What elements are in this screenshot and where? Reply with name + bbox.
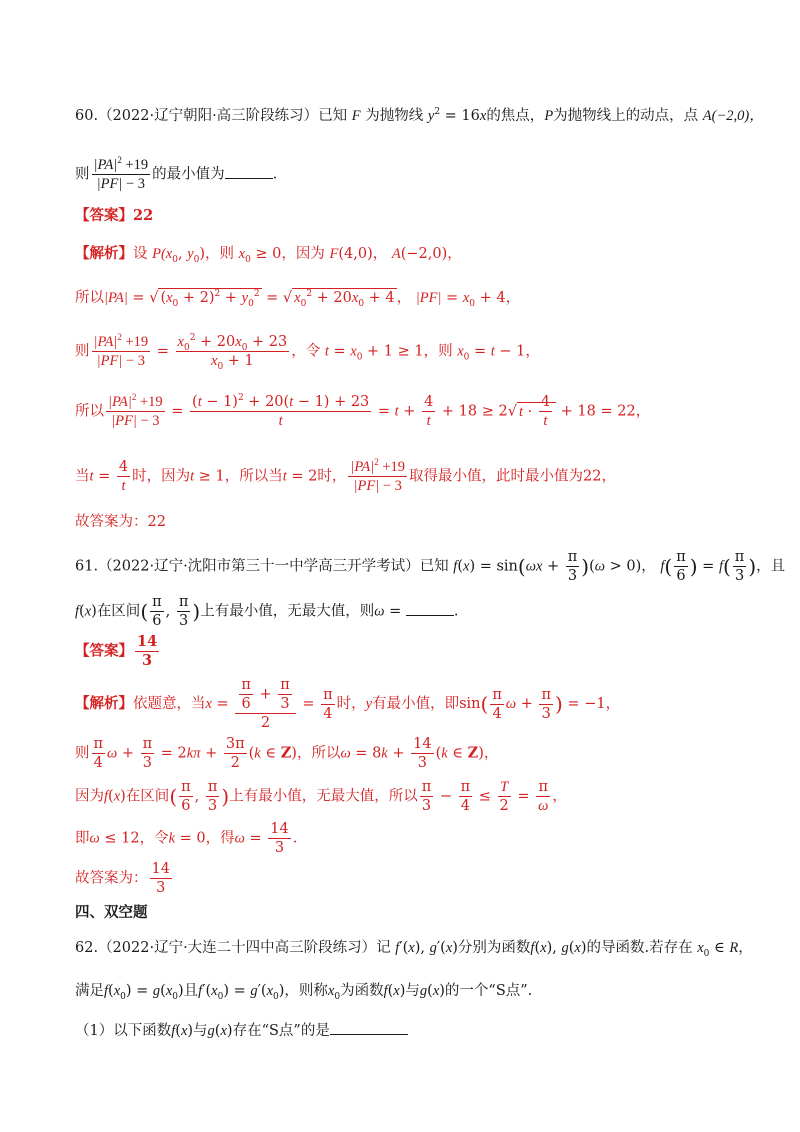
answer-value: 22 <box>133 207 154 224</box>
analysis-label: 【解析】 <box>75 245 133 262</box>
point-a: A(−2,0)， <box>702 108 764 124</box>
answer-blank[interactable] <box>225 166 273 179</box>
analysis-label: 【解析】 <box>75 695 133 713</box>
answer-label: 【答案】 <box>75 642 133 660</box>
section-heading: 四、双空题 <box>75 905 148 921</box>
q62-number: 62. <box>75 940 99 956</box>
q60-analysis-3: 则 $\frac{|PA|^2 +19}{|PF| - 3}$ = $\frac{x_0^2 + 20x_0 + 23}{x_0 + 1}$ ，令 $t = x_0 + 1 \ge 1$，则 $x_0 = t - 1$， <box>75 332 540 373</box>
q61-analysis-4: 即ω ≤ 12，令k = 0，得ω = $\frac{14}{3}$ . <box>75 821 298 857</box>
q60-line-1: 60.（2022·辽宁朝阳·高三阶段练习）已知 F 为抛物线 $y^2 = 16x$的焦点，P为抛物线上的动点，点 A(−2,0)， <box>75 107 764 124</box>
q62-source: （2022·辽宁·大连二十四中高三阶段练习） <box>98 940 377 956</box>
q60-analysis-4: 所以 $\frac{|PA|^2 +19}{|PF| - 3}$ = $\frac{(t - 1)^2 + 20(t - 1) + 23}{t}$ = t + $\frac{4}{t}$ + 18 ≥ 2√ t · $\frac{4}{t}$ + 18 = 22， <box>75 392 651 430</box>
q62-line-1: 62.（2022·辽宁·大连二十四中高三阶段练习）记 f′(x), g′(x)分别为函数f(x), g(x)的导函数.若存在 $x_0$ ∈ R， <box>75 940 753 959</box>
q61-answer: 【答案】 $\frac{14}{3}$ <box>75 633 158 670</box>
q60-final: 故答案为：22 <box>75 514 166 530</box>
answer-blank[interactable] <box>330 1022 408 1035</box>
q60-line-2: 则 $\frac{|PA|^2 +19}{|PF| - 3}$ 的最小值为 . <box>75 155 278 193</box>
q62-line-2: 满足$f(x_0) = g(x_0)$且$f'(x_0) = g'(x_0)$，则称$x_0$为函数f(x)与g(x)的一个“S点”. <box>75 983 533 1002</box>
q61-final: 故答案为： $\frac{14}{3}$ <box>75 861 170 897</box>
q60-number: 60. <box>75 108 99 124</box>
q60-analysis-1: 【解析】设 $P(x_0$, $y_0$)，则 $x_0 \ge 0$，因为 F(4,0)， A(−2,0)， <box>75 245 462 265</box>
q60-answer <box>75 207 153 224</box>
q61-analysis-1: 【解析】依题意，当x = $\frac{\pi}{6}$ + $\frac{\pi}{3}$ 2 = $\frac{\pi}{4}$ 时，y有最小值，即sin( $\frac{\pi}{4}$ ω + $\frac{\pi}{3}$ ) = −1， <box>75 677 621 732</box>
q61-analysis-3: 因为f(x)在区间( $\frac{\pi}{6}$ , $\frac{\pi}{3}$ )上有最小值，无最大值，所以 $\frac{\pi}{3}$ − $\frac{\pi}{4}$ ≤ $\frac{T}{2}$ = $\frac{\pi}{\omega}$ ， <box>75 779 567 815</box>
answer-label: 【答案】 <box>75 207 133 224</box>
q61-line-2: f(x)在区间( $\frac{\pi}{6}$ , $\frac{\pi}{3}$ )上有最小值，无最大值，则ω = . <box>75 594 459 630</box>
q61-source: （2022·辽宁·沈阳市第三十一中学高三开学考试） <box>98 558 420 575</box>
q62-sub1: （1）以下函数f(x)与g(x)存在“S点”的是 <box>75 1022 408 1040</box>
q61-line-1: 61.（2022·辽宁·沈阳市第三十一中学高三开学考试）已知 f(x) = sin(ωx + $\frac{\pi}{3}$ )(ω > 0)， f( $\frac{\pi}{6}$ ) = f( $\frac{\pi}{3}$ )，且 <box>75 549 786 585</box>
q61-analysis-2: 则 $\frac{\pi}{4}$ ω + $\frac{\pi}{3}$ = 2kπ + $\frac{3\pi}{2}$ (k ∈ Z)，所以ω = 8k + $\frac{14}{3}$ (k ∈ Z)， <box>75 736 499 772</box>
q60-source: （2022·辽宁朝阳·高三阶段练习） <box>98 108 319 124</box>
q61-number: 61. <box>75 558 99 575</box>
q60-analysis-2: 所以|PA| = √ $(x_0 + 2)^2 + y_0^2$ = √ $x_0^2 + 20x_0 + 4$ ， $|PF| = x_0 + 4$， <box>75 289 521 309</box>
q60-analysis-5: 当t = $\frac{4}{t}$ 时，因为t ≥ 1，所以当t = 2时， $\frac{|PA|^2 +19}{|PF| - 3}$ 取得最小值，此时最小值为22， <box>75 457 616 495</box>
answer-blank[interactable] <box>406 603 454 616</box>
